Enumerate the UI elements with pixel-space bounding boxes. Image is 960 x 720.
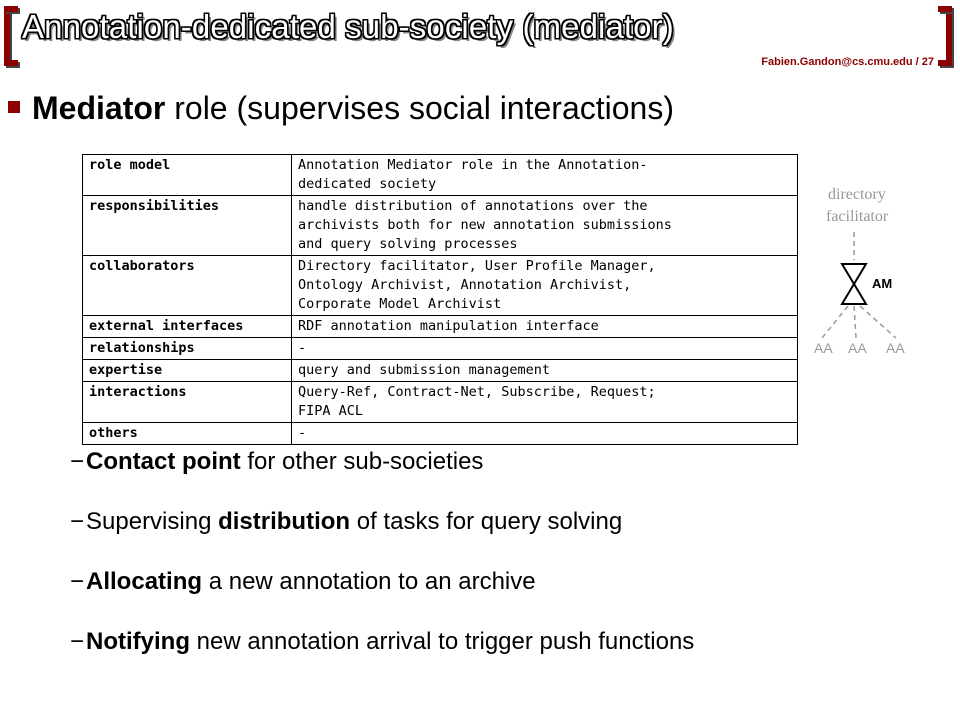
directory-label: directory <box>828 186 886 203</box>
list-item <box>70 626 694 686</box>
row-key: expertise <box>83 360 292 382</box>
table-row <box>83 196 798 256</box>
row-key: interactions <box>83 382 292 423</box>
row-value: - <box>292 423 798 445</box>
sub-bullet-text: a new annotation to an archive <box>202 568 536 595</box>
sub-bullet-bold: Contact point <box>86 448 241 475</box>
square-bullet-icon <box>8 101 20 113</box>
row-value: handle distribution of annotations over the archivists both for new annotation submissions and query solving processes <box>292 196 798 256</box>
sub-bullet-bold: Allocating <box>86 568 203 595</box>
row-key: relationships <box>83 338 292 360</box>
table-row <box>83 382 798 423</box>
row-key: others <box>83 423 292 445</box>
facilitator-label: facilitator <box>826 208 889 225</box>
table-row <box>83 338 798 360</box>
sub-bullet-list <box>70 446 694 686</box>
table-row <box>83 360 798 382</box>
archivist-label: AA <box>848 340 867 356</box>
table-row <box>83 423 798 445</box>
sub-bullet-text: for other sub-societies <box>240 448 484 475</box>
table-row <box>83 256 798 316</box>
sub-bullet-bold: distribution <box>218 508 351 535</box>
society-diagram <box>806 186 926 366</box>
table-row <box>83 155 798 196</box>
main-bullet <box>8 90 674 127</box>
dash-bullet: − <box>70 448 85 475</box>
archivist-link-middle <box>854 306 856 338</box>
archivist-label: AA <box>814 340 833 356</box>
main-bullet-bold: Mediator <box>32 90 166 126</box>
mediator-bottom-triangle-icon <box>842 284 866 304</box>
sub-bullet-text: of tasks for query solving <box>350 508 623 535</box>
row-key: responsibilities <box>83 196 292 256</box>
dash-bullet: − <box>70 568 85 595</box>
row-key: role model <box>83 155 292 196</box>
list-item <box>70 566 694 626</box>
row-key: external interfaces <box>83 316 292 338</box>
list-item <box>70 506 694 566</box>
mediator-label: AM <box>872 276 893 291</box>
row-value: - <box>292 338 798 360</box>
archivist-label: AA <box>886 340 905 356</box>
dash-bullet: − <box>70 628 85 655</box>
list-item <box>70 446 694 506</box>
slide-title: Annotation-dedicated sub-society (mediator) <box>22 8 674 45</box>
row-value: Query-Ref, Contract-Net, Subscribe, Request; FIPA ACL <box>292 382 798 423</box>
archivist-link-left <box>822 306 848 338</box>
row-value: query and submission management <box>292 360 798 382</box>
row-key: collaborators <box>83 256 292 316</box>
sub-bullet-text-pre: Supervising <box>86 508 219 535</box>
dash-bullet: − <box>70 508 85 535</box>
author-page-number: Fabien.Gandon@cs.cmu.edu / 27 <box>761 56 934 68</box>
table-row <box>83 316 798 338</box>
sub-bullet-bold: Notifying <box>86 628 190 655</box>
row-value: Annotation Mediator role in the Annotation- dedicated society <box>292 155 798 196</box>
main-bullet-text: role (supervises social interactions) <box>165 90 674 126</box>
mediator-top-triangle-icon <box>842 264 866 284</box>
row-value: Directory facilitator, User Profile Manager, Ontology Archivist, Annotation Archivist, Corporate Model Archivist <box>292 256 798 316</box>
title-right-bracket <box>938 6 952 66</box>
row-value: RDF annotation manipulation interface <box>292 316 798 338</box>
archivist-link-right <box>860 306 896 338</box>
role-table <box>82 154 798 445</box>
sub-bullet-text: new annotation arrival to trigger push functions <box>190 628 695 655</box>
title-left-bracket <box>4 6 18 66</box>
